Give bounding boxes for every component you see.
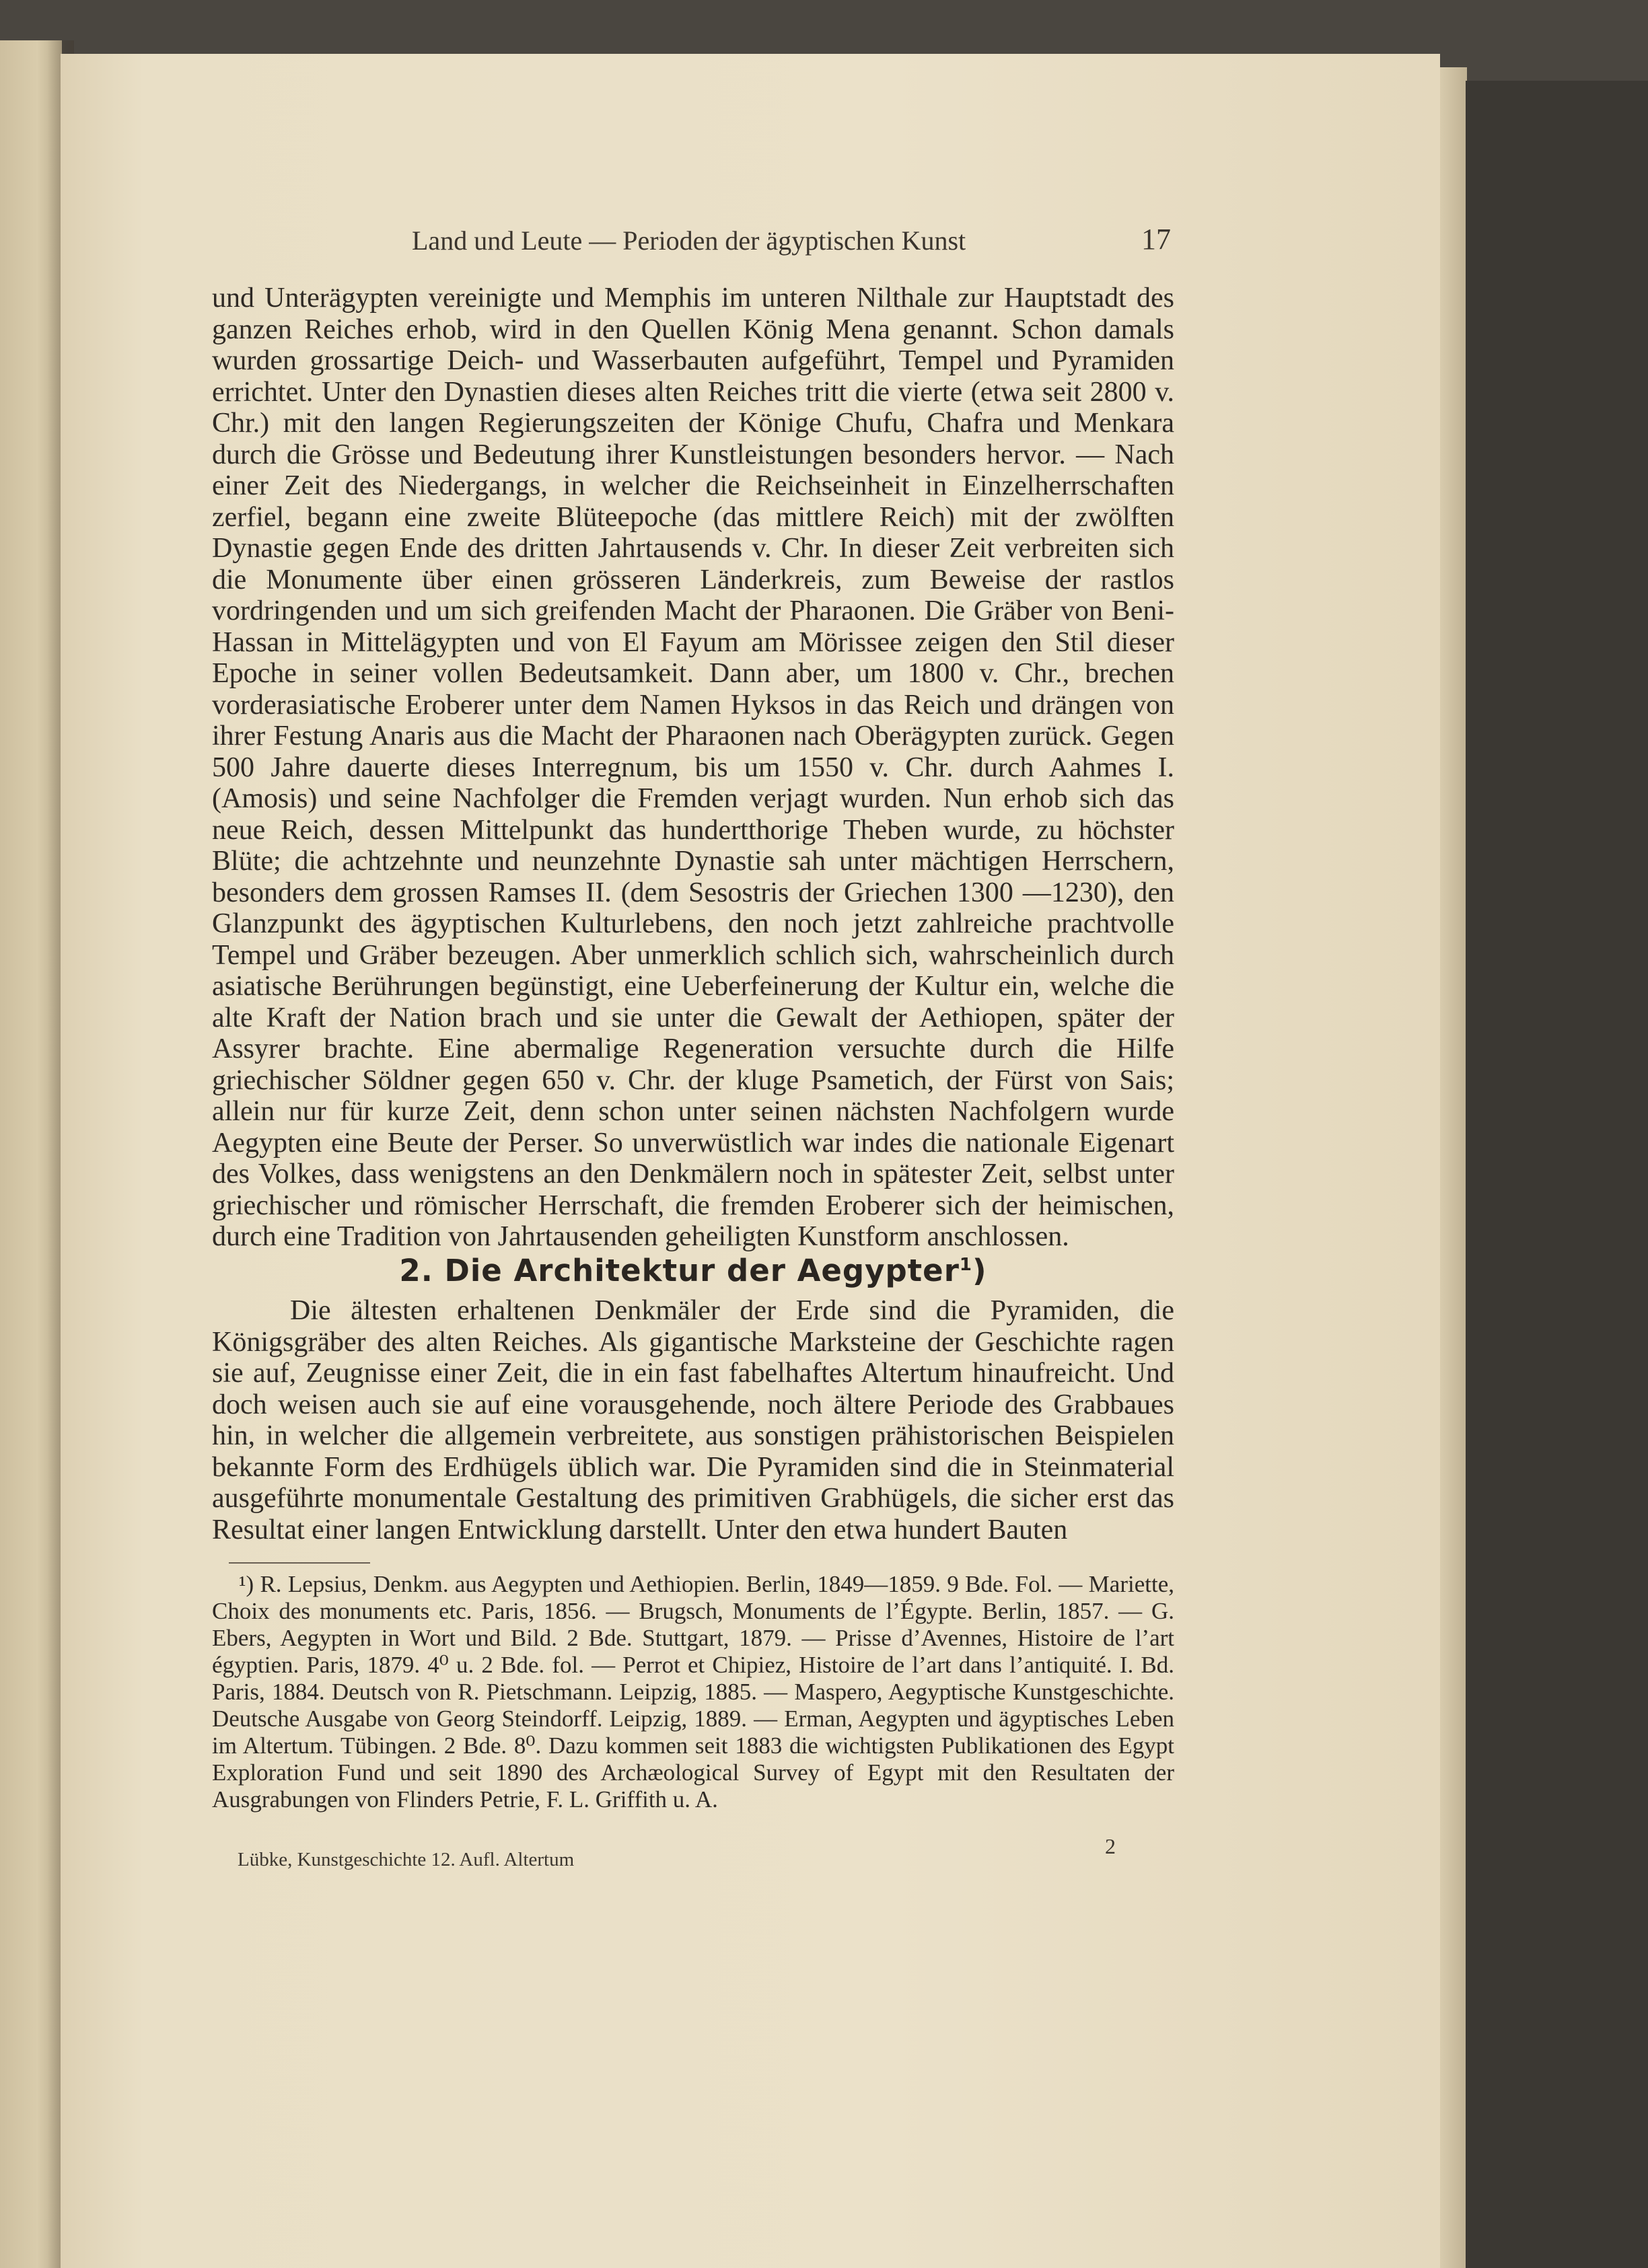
section-text — [212, 1295, 1174, 1545]
printer-signature: Lübke, Kunstgeschichte 12. Aufl. Altertum — [238, 1849, 575, 1870]
section-heading-text: 2. Die Architektur der Aegypter — [399, 1253, 960, 1288]
footnote: ¹) R. Lepsius, Denkm. aus Aegypten und Aethiopien. Berlin, 1849—1859. 9 Bde. Fol. — Mariette, Choix des monuments etc. Paris, 1856. — Brugsch, Monuments de l’Égypte. Berlin, 1857. — G. Ebers, Aegypten in Wort und Bild. 2 Bde. Stuttgart, 1879. — Prisse d’Avennes, Histoire de l’art égyptien. Paris, 1879. 4⁰ u. 2 Bde. fol. — Perrot et Chipiez, Histoire de l’art dans l’antiquité. I. Bd. Paris, 1884. Deutsch von R. Pietschmann. Leipzig, 1885. — Maspero, Aegyptische Kunstgeschichte. Deutsche Ausgabe von Georg Steindorff. Leipzig, 1889. — Erman, Aegypten und ägyptisches Leben im Altertum. Tübingen. 2 Bde. 8⁰. Dazu kommen seit 1883 die wichtigsten Publikationen des Egypt Exploration Fund und seit 1890 des Archæological Survey of Egypt mit den Resultaten der Ausgrabungen von Flinders Petrie, F. L. Griffith u. A. — [212, 1571, 1174, 1813]
footnotes — [212, 1571, 1174, 1813]
footnote-divider — [229, 1562, 370, 1564]
main-text — [212, 283, 1174, 1253]
footnote-reference-close: ) — [972, 1253, 987, 1288]
page-stack-edge — [1440, 67, 1467, 2268]
sheet-number: 2 — [1105, 1834, 1116, 1858]
section-heading — [212, 1253, 1174, 1288]
running-title: Land und Leute — Perioden der ägyptischen Kunst — [412, 225, 966, 256]
paragraph: Die ältesten erhaltenen Denkmäler der Erde sind die Pyramiden, die Königsgräber des alten Reiches. Als gigantische Marksteine der Geschichte ragen sie auf, Zeugnisse einer Zeit, die in ein fast fabelhaftes Altertum hinaufreicht. Und doch weisen auch sie auf eine vorausgehende, noch ältere Periode des Grabbaues hin, in welcher die allgemein verbreitete, aus sonstigen prähistorischen Beispielen bekannte Form des Erdhügels üblich war. Die Pyramiden sind die in Steinmaterial ausgeführte monumentale Gestaltung des primitiven Grabhügels, die sicher erst das Resultat einer langen Entwicklung darstellt. Unter den etwa hundert Bauten — [212, 1295, 1174, 1545]
page-number: 17 — [1141, 223, 1171, 256]
book-cover — [1466, 81, 1648, 2268]
footnote-reference-mark: 1 — [959, 1255, 972, 1275]
paragraph: und Unterägypten vereinigte und Memphis im unteren Nilthale zur Hauptstadt des ganzen Reiches erhob, wird in den Quellen König Mena genannt. Schon damals wurden grossartige Deich- und Wasserbauten aufgeführt, Tempel und Pyramiden errichtet. Unter den Dynastien dieses alten Reiches tritt die vierte (etwa seit 2800 v. Chr.) mit den langen Regierungszeiten der Könige Chufu, Chafra und Menkara durch die Grösse und Bedeutung ihrer Kunstleistungen besonders hervor. — Nach einer Zeit des Niedergangs, in welcher die Reichseinheit in Einzelherrschaften zerfiel, begann eine zweite Blüteepoche (das mittlere Reich) mit der zwölften Dynastie gegen Ende des dritten Jahrtausends v. Chr. In dieser Zeit verbreiten sich die Monumente über einen grösseren Länderkreis, zum Beweise der rastlos vordringenden und um sich greifenden Macht der Pharaonen. Die Gräber von Beni-Hassan in Mittelägypten und von El Fayum am Mörissee zeigen den Stil dieser Epoche in seiner vollen Bedeutsamkeit. Dann aber, um 1800 v. Chr., brechen vorderasiatische Eroberer unter dem Namen Hyksos in das Reich und drängen von ihrer Festung Anaris aus die Macht der Pharaonen nach Oberägypten zurück. Gegen 500 Jahre dauerte dieses Interregnum, bis um 1550 v. Chr. durch Aahmes I. (Amosis) und seine Nachfolger die Fremden verjagt wurden. Nun erhob sich das neue Reich, dessen Mittelpunkt das hundertthorige Theben wurde, zu höchster Blüte; die achtzehnte und neunzehnte Dynastie sah unter mächtigen Herrschern, besonders dem grossen Ramses II. (dem Sesostris der Griechen 1300 —1230), den Glanzpunkt des ägyptischen Kulturlebens, den noch jetzt zahlreiche prachtvolle Tempel und Gräber bezeugen. Aber unmerklich schlich sich, wahrscheinlich durch asiatische Berührungen begünstigt, eine Ueberfeinerung der Kultur ein, welche die alte Kraft der Nation brach und sie unter die Gewalt der Aethiopen, später der Assyrer brachte. Eine abermalige Regeneration versuchte durch die Hilfe griechischer Söldner gegen 650 v. Chr. der kluge Psametich, der Fürst von Sais; allein nur für kurze Zeit, denn schon unter seinen nächsten Nachfolgern wurde Aegypten eine Beute der Perser. So unverwüstlich war indes die nationale Eigenart des Volkes, dass wenigstens an den Denkmälern noch in spätester Zeit, selbst unter griechischer und römischer Herrschaft, die fremden Eroberer sich der heimischen, durch eine Tradition von Jahrtausenden geheiligten Kunstform anschlossen. — [212, 283, 1174, 1252]
